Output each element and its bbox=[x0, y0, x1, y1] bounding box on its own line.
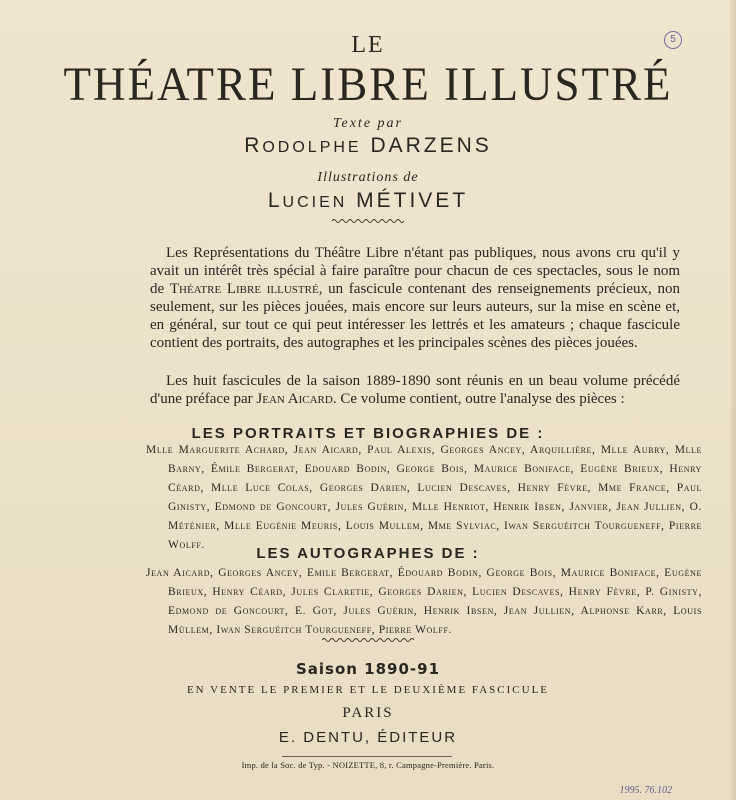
printer-imprint: Imp. de la Soc. de Typ. - NOIZETTE, 8, r. Campagne-Première. Paris. bbox=[241, 760, 495, 770]
ornament-wave-top bbox=[332, 218, 404, 224]
title-le: LE bbox=[351, 32, 385, 58]
inventory-circle-mark: 5 bbox=[664, 31, 682, 49]
author-name: RODOLPHE DARZENS bbox=[244, 134, 492, 157]
illustrator-name: LUCIEN MÉTIVET bbox=[267, 189, 469, 212]
portraits-names-list: Mlle Marguerite Achard, Jean Aicard, Paul Alexis, Georges Ancey, Arquillière, Mlle Aubry, Mlle Barny, Émile Bergerat, Edouard Bodin, George Bois, Maurice Boniface, Eugène Brieux, Henry Céard, Mlle Luce Colas, Georges Darien, Lucien Descaves, Henry Fèvre, Mme France, Paul Ginisty, Edmond de Goncourt, Jules Guérin, Mlle Henriot, Henrik Ibsen, Janvier, Jean Jullien, O. Méténier, Mlle Eugénie Meuris, Louis Mullem, Mme Sylviac, Iwan Serguéitch Tourgueneff, Pierre Wolff. bbox=[146, 444, 702, 551]
autographs-heading: LES AUTOGRAPHES DE : bbox=[256, 545, 480, 562]
footer-divider bbox=[282, 756, 452, 757]
ornament-wave-bottom bbox=[322, 637, 414, 643]
autographs-names-list: Jean Aicard, Georges Ancey, Emile Bergerat, Édouard Bodin, George Bois, Maurice Boniface, Eugène Brieux, Henry Céard, Jules Claretie, Georges Darien, Lucien Descaves, Henry Fèvre, P. Ginisty, Edmond de Goncourt, E. Got, Jules Guérin, Henrik Ibsen, Jean Jullien, Alphonse Karr, Louis Müllem, Iwan Serguéitch Tourgueneff, Pierre Wolff. bbox=[146, 567, 702, 636]
illustrations-de-label: Illustrations de bbox=[317, 170, 419, 185]
city-label: PARIS bbox=[342, 705, 394, 721]
page-title: THÉATRE LIBRE ILLUSTRÉ bbox=[63, 57, 673, 111]
intro-paragraph-1: Les Représentations du Théâtre Libre n'étant pas publiques, nous avons cru qu'il y avait un intérêt très spécial à faire paraître pour chacun de ces spectacles, sous le nom de Théatre Libre illustré, un fascicule contenant des renseignements précieux, non seulement, sur les pièces jouées, mais encore sur leurs auteurs, sur la mise en scène et, en général, sur tout ce qui peut intéresser les lettrés et les amateurs ; chaque fascicule contient des portraits, des autographes et les principales scènes des pièces jouées. bbox=[150, 245, 680, 352]
season-title: Saison 1890-91 bbox=[295, 660, 441, 678]
shelf-mark: 1995. 76.102 bbox=[619, 785, 672, 796]
sale-notice: EN VENTE LE PREMIER ET LE DEUXIÈME FASCICULE bbox=[186, 684, 550, 696]
texte-par-label: Texte par bbox=[333, 116, 403, 131]
publisher-label: E. DENTU, ÉDITEUR bbox=[278, 729, 458, 746]
portraits-heading: LES PORTRAITS ET BIOGRAPHIES DE : bbox=[191, 425, 545, 442]
intro-paragraph-2: Les huit fascicules de la saison 1889-1890 sont réunis en un beau volume précédé d'une préface par Jean Aicard. Ce volume contient, outre l'analyse des pièces : bbox=[150, 373, 680, 408]
